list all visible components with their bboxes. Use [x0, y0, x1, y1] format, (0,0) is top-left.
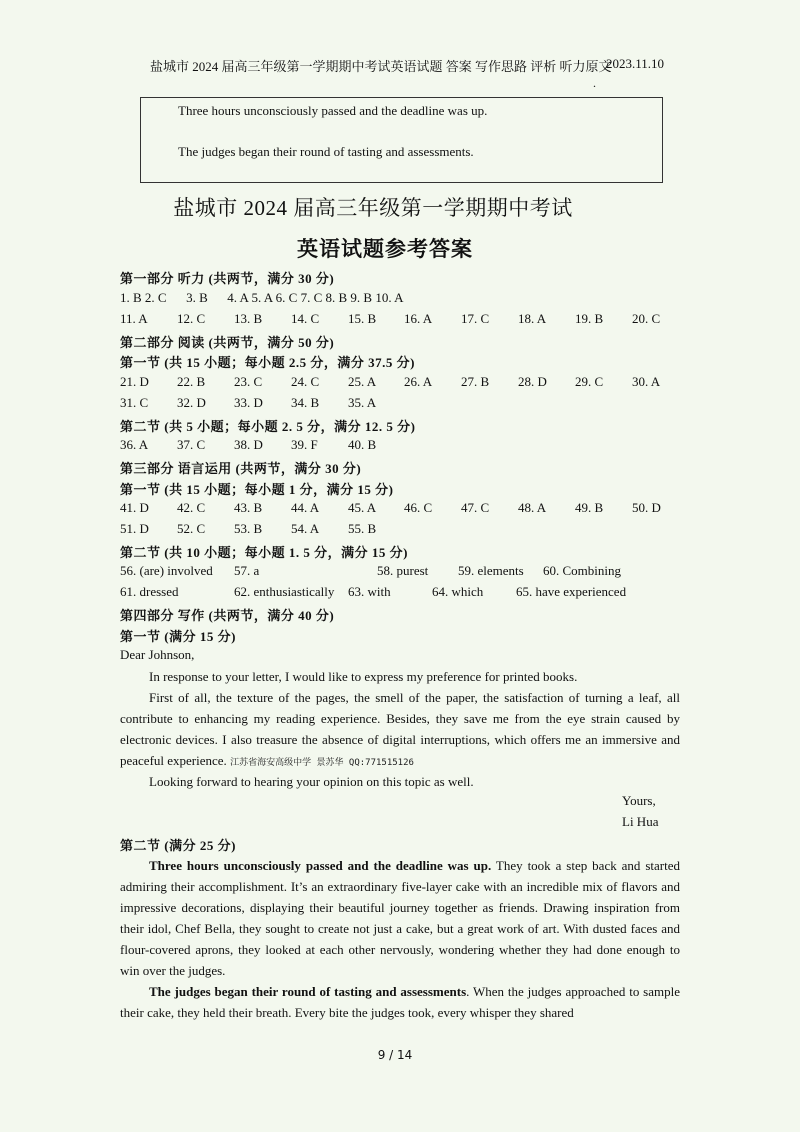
- answer-cell: 46. C: [404, 500, 433, 515]
- part3-heading: 第三部分 语言运用 (共两节，满分 30 分): [120, 461, 362, 476]
- answer-cell: 57. a: [234, 563, 260, 578]
- answer-cell: 55. B: [348, 521, 377, 536]
- answer-cell: 35. A: [348, 395, 377, 410]
- letter-signature: Li Hua: [622, 814, 659, 829]
- answer-cell: 59. elements: [458, 563, 524, 578]
- part2-row3: [120, 437, 800, 455]
- answer-cell: 16. A: [404, 311, 433, 326]
- answer-cell: 37. C: [177, 437, 206, 452]
- page-header: [150, 56, 665, 75]
- answer-cell: 64. which: [432, 584, 484, 599]
- answer-cell: 31. C: [120, 395, 149, 410]
- answer-cell: 34. B: [291, 395, 320, 410]
- answer-cell: 54. A: [291, 521, 320, 536]
- exam-title: 盐城市 2024 届高三年级第一学期期中考试: [173, 196, 573, 220]
- answer-cell: 38. D: [234, 437, 263, 452]
- letter-salutation: Dear Johnson,: [120, 647, 195, 662]
- part3-fill-row2: [120, 584, 800, 602]
- answer-cell: 42. C: [177, 500, 206, 515]
- answer-cell: 32. D: [177, 395, 206, 410]
- part1-heading: 第一部分 听力 (共两节，满分 30 分): [120, 271, 335, 286]
- answer-cell: 15. B: [348, 311, 377, 326]
- answer-cell: 49. B: [575, 500, 604, 515]
- story-sentence-1: Three hours unconsciously passed and the deadline was up.: [149, 858, 492, 873]
- answer-cell: 24. C: [291, 374, 320, 389]
- part3-row2: [120, 521, 800, 539]
- answer-cell: 60. Combining: [543, 563, 622, 578]
- answer-cell: 45. A: [348, 500, 377, 515]
- answer-cell: 53. B: [234, 521, 263, 536]
- story-paragraph-1-text: They took a step back and started admiring their accomplishment. It’s an extraordinary five-layer cake with an incredible mix of flavors and impressive decorations, displaying their beautiful journey together as friends. Drawing inspiration from their idol, Chef Bella, they sought to create not just a cake, but a great work of art. With dusted faces and flour-covered aprons, they looked at each other nervously, wondering whether they had done enough to win over the judges.: [120, 858, 680, 978]
- answer-cell: 17. C: [461, 311, 490, 326]
- answer-cell: 29. C: [575, 374, 604, 389]
- answer-cell: 61. dressed: [120, 584, 179, 599]
- source-stamp: 江苏省海安高级中学 景苏华 QQ:771515126: [230, 758, 414, 768]
- letter-closing: Yours,: [622, 793, 656, 808]
- story-paragraph-1: [120, 855, 680, 981]
- header-dot: .: [593, 76, 596, 90]
- part3-section2: 第二节 (共 10 小题；每小题 1. 5 分，满分 15 分): [120, 545, 408, 560]
- part3-row1: [120, 500, 800, 518]
- part1-row2: [120, 311, 800, 329]
- answer-cell: 48. A: [518, 500, 547, 515]
- answer-cell: 26. A: [404, 374, 433, 389]
- letter-paragraph-2-text: First of all, the texture of the pages, the smell of the paper, the satisfaction of turning a leaf, all contribute to enhancing my reading experience. Besides, they save me from the eye strain caused by electronic devices. I also treasure the absence of digital interruptions, which offers me an immersive and peaceful experience.: [120, 690, 680, 768]
- answer-cell: 27. B: [461, 374, 490, 389]
- answer-cell: 20. C: [632, 311, 661, 326]
- answer-cell: 25. A: [348, 374, 377, 389]
- letter-paragraph-3: Looking forward to hearing your opinion on this topic as well.: [149, 774, 474, 789]
- part4-heading: 第四部分 写作 (共两节，满分 40 分): [120, 608, 335, 623]
- part2-section2: 第二节 (共 5 小题；每小题 2. 5 分，满分 12. 5 分): [120, 419, 416, 434]
- answer-cell: 18. A: [518, 311, 547, 326]
- part2-row1: [120, 374, 800, 392]
- answer-cell: 43. B: [234, 500, 263, 515]
- answer-cell: 23. C: [234, 374, 263, 389]
- letter-paragraph-1: In response to your letter, I would like to express my preference for printed books.: [149, 669, 578, 684]
- prompt-line-1: Three hours unconsciously passed and the deadline was up.: [178, 103, 488, 118]
- answer-cell: 21. D: [120, 374, 149, 389]
- answer-cell: 14. C: [291, 311, 320, 326]
- writing-prompt-box: [140, 97, 663, 183]
- answer-cell: 28. D: [518, 374, 547, 389]
- story-paragraph-2: [120, 981, 680, 1023]
- answer-cell: 40. B: [348, 437, 377, 452]
- answer-cell: 36. A: [120, 437, 149, 452]
- answer-cell: 33. D: [234, 395, 263, 410]
- answers-title: 英语试题参考答案: [297, 237, 473, 261]
- part2-row2: [120, 395, 800, 413]
- answer-cell: 62. enthusiastically: [234, 584, 335, 599]
- part4-section2: 第二节 (满分 25 分): [120, 838, 236, 853]
- story-paragraph-2-text: . When the judges approached to sample their cake, they held their breath. Every bite the judges took, every whisper they shared: [120, 984, 680, 1020]
- answer-cell: 58. purest: [377, 563, 429, 578]
- header-title: 盐城市 2024 届高三年级第一学期期中考试英语试题 答案 写作思路 评析 听力原文: [150, 59, 612, 74]
- answer-cell: 39. F: [291, 437, 318, 452]
- header-date: 2023.11.10: [606, 56, 665, 71]
- part3-section1: 第一节 (共 15 小题；每小题 1 分，满分 15 分): [120, 482, 394, 497]
- part2-heading: 第二部分 阅读 (共两节，满分 50 分): [120, 335, 335, 350]
- answer-cell: 63. with: [348, 584, 391, 599]
- part2-section1: 第一节 (共 15 小题；每小题 2.5 分，满分 37.5 分): [120, 355, 415, 370]
- part4-section1: 第一节 (满分 15 分): [120, 629, 236, 644]
- answer-cell: 51. D: [120, 521, 149, 536]
- answer-cell: 11. A: [120, 311, 148, 326]
- answer-cell: 19. B: [575, 311, 604, 326]
- letter-paragraph-2: [120, 687, 680, 774]
- answer-cell: 13. B: [234, 311, 263, 326]
- answer-cell: 22. B: [177, 374, 206, 389]
- answer-cell: 65. have experienced: [516, 584, 627, 599]
- answer-cell: 56. (are) involved: [120, 563, 213, 578]
- answer-cell: 41. D: [120, 500, 149, 515]
- part1-row1: 1. B 2. C 3. B 4. A 5. A 6. C 7. C 8. B 9. B 10. A: [120, 290, 404, 305]
- story-sentence-2: The judges began their round of tasting and assessments: [149, 984, 467, 999]
- answer-cell: 52. C: [177, 521, 206, 536]
- answer-cell: 47. C: [461, 500, 490, 515]
- answer-cell: 50. D: [632, 500, 661, 515]
- part3-fill-row1: [120, 563, 800, 581]
- answer-cell: 12. C: [177, 311, 206, 326]
- answer-cell: 44. A: [291, 500, 320, 515]
- prompt-line-2: The judges began their round of tasting and assessments.: [178, 144, 474, 159]
- answer-cell: 30. A: [632, 374, 661, 389]
- page-number: 9 / 14: [377, 1048, 413, 1062]
